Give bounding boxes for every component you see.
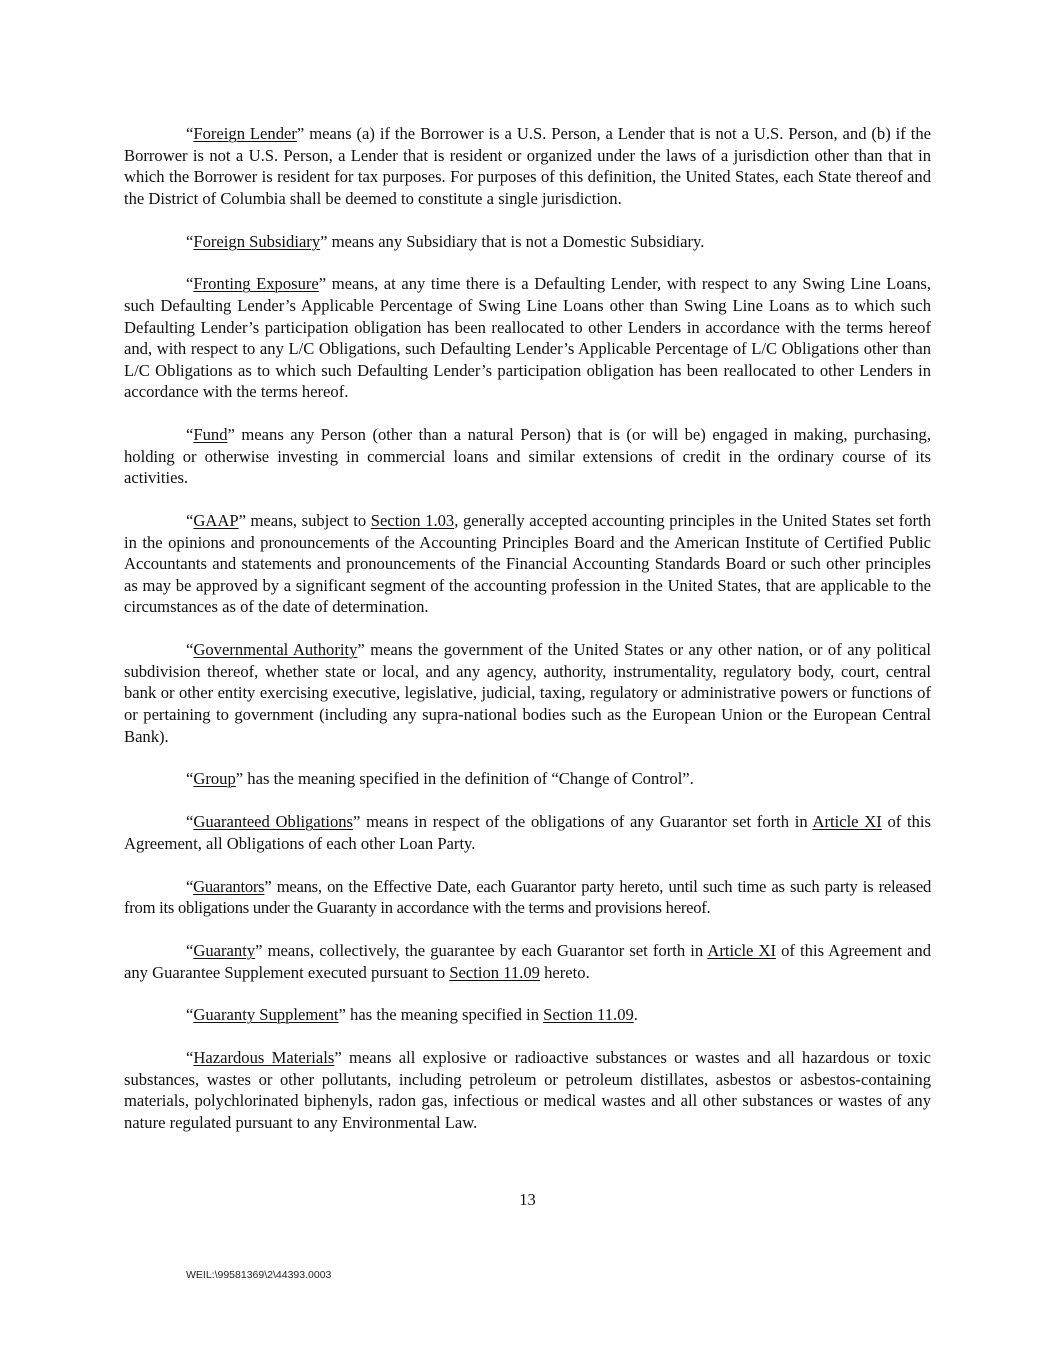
definition-hazardous-materials: “Hazardous Materials” means all explosive or radioactive substances or wastes and all hazardous or toxic substances, wastes or other pollutants, including petroleum or petroleum distillates, asbestos or asbestos-containing materials, polychlorinated biphenyls, radon gas, infectious or medical wastes and all other substances or wastes of any nature regulated pursuant to any Environmental Law. xyxy=(124,1048,931,1132)
document-footer-id: WEIL:\99581369\2\44393.0003 xyxy=(186,1269,332,1281)
section-reference: Section 1.03 xyxy=(370,511,455,531)
defined-term: Foreign Subsidiary xyxy=(193,231,321,251)
definition-group: “Group” has the meaning specified in the definition of “Change of Control”. xyxy=(186,769,694,789)
definition-guaranteed-obligations: “Guaranteed Obligations” means in respect of the obligations of any Guarantor set forth in Article XI of this Agreement, all Obligations of each other Loan Party. xyxy=(124,812,931,853)
defined-term: Guarantors xyxy=(193,876,265,896)
definition-foreign-lender: “Foreign Lender” means (a) if the Borrower is a U.S. Person, a Lender that is not a U.S. Person, and (b) if the Borrower is not a U.S. Person, a Lender that is resident or organized under the laws of a jurisdiction other than that in which the Borrower is resident for tax purposes. For purposes of this definition, the United States, each State thereof and the District of Columbia shall be deemed to constitute a single jurisdiction. xyxy=(124,124,931,208)
definition-guaranty-supplement: “Guaranty Supplement” has the meaning specified in Section 11.09. xyxy=(186,1005,638,1025)
definition-guaranty: “Guaranty” means, collectively, the guarantee by each Guarantor set forth in Article XI of this Agreement and any Guarantee Supplement executed pursuant to Section 11.09 hereto. xyxy=(124,940,932,982)
page-number: 13 xyxy=(519,1190,536,1209)
article-reference: Article XI xyxy=(707,940,777,960)
definition-gaap: “GAAP” means, subject to Section 1.03, generally accepted accounting principles in the United States set forth in the opinions and pronouncements of the Accounting Principles Board and the American Institute of Certified Public Accountants and statements and pronouncements of the Financial Accounting Standards Board or such other principles as may be approved by a significant segment of the accounting profession in the United States, that are applicable to the circumstances as of the date of determination. xyxy=(124,511,931,617)
definition-guarantors: “Guarantors” means, on the Effective Date, each Guarantor party hereto, until such time as such party is released from its obligations under the Guaranty in accordance with the terms and provisions hereof. xyxy=(124,876,931,918)
definition-fronting-exposure: “Fronting Exposure” means, at any time there is a Defaulting Lender, with respect to any Swing Line Loans, such Defaulting Lender’s Applicable Percentage of Swing Line Loans other than Swing Line Loans as to which such Defaulting Lender’s participation obligation has been reallocated to other Lenders in accordance with the terms hereof and, with respect to any L/C Obligations, such Defaulting Lender’s Applicable Percentage of L/C Obligations other than L/C Obligations as to which such Defaulting Lender’s participation obligation has been reallocated to other Lenders in accordance with the terms hereof. xyxy=(124,274,931,402)
section-reference: Section 11.09 xyxy=(543,1005,634,1025)
definition-fund: “Fund” means any Person (other than a natural Person) that is (or will be) engaged in making, purchasing, holding or otherwise investing in commercial loans and similar extensions of credit in the ordinary course of its activities. xyxy=(124,425,931,488)
defined-term: Fronting Exposure xyxy=(193,274,319,294)
defined-term: Guaranteed Obligations xyxy=(193,812,353,832)
defined-term: GAAP xyxy=(193,511,239,531)
definition-foreign-subsidiary: “Foreign Subsidiary” means any Subsidiary that is not a Domestic Subsidiary. xyxy=(186,231,705,251)
definition-governmental-authority: “Governmental Authority” means the government of the United States or any other nation, or of any political subdivision thereof, whether state or local, and any agency, authority, instrumentality, regulatory body, court, central bank or other entity exercising executive, legislative, judicial, taxing, regulatory or administrative powers or functions of or pertaining to government (including any supra-national bodies such as the European Union or the European Central Bank). xyxy=(124,640,931,746)
defined-term: Guaranty xyxy=(193,940,256,960)
defined-term: Foreign Lender xyxy=(193,124,297,143)
defined-term: Hazardous Materials xyxy=(193,1048,335,1068)
section-reference: Section 11.09 xyxy=(449,962,540,982)
defined-term: Fund xyxy=(193,425,228,445)
defined-term: Guaranty Supplement xyxy=(193,1005,339,1025)
defined-term: Group xyxy=(193,769,236,789)
article-reference: Article XI xyxy=(812,812,882,832)
defined-term: Governmental Authority xyxy=(193,640,358,660)
document-body xyxy=(124,123,931,1155)
